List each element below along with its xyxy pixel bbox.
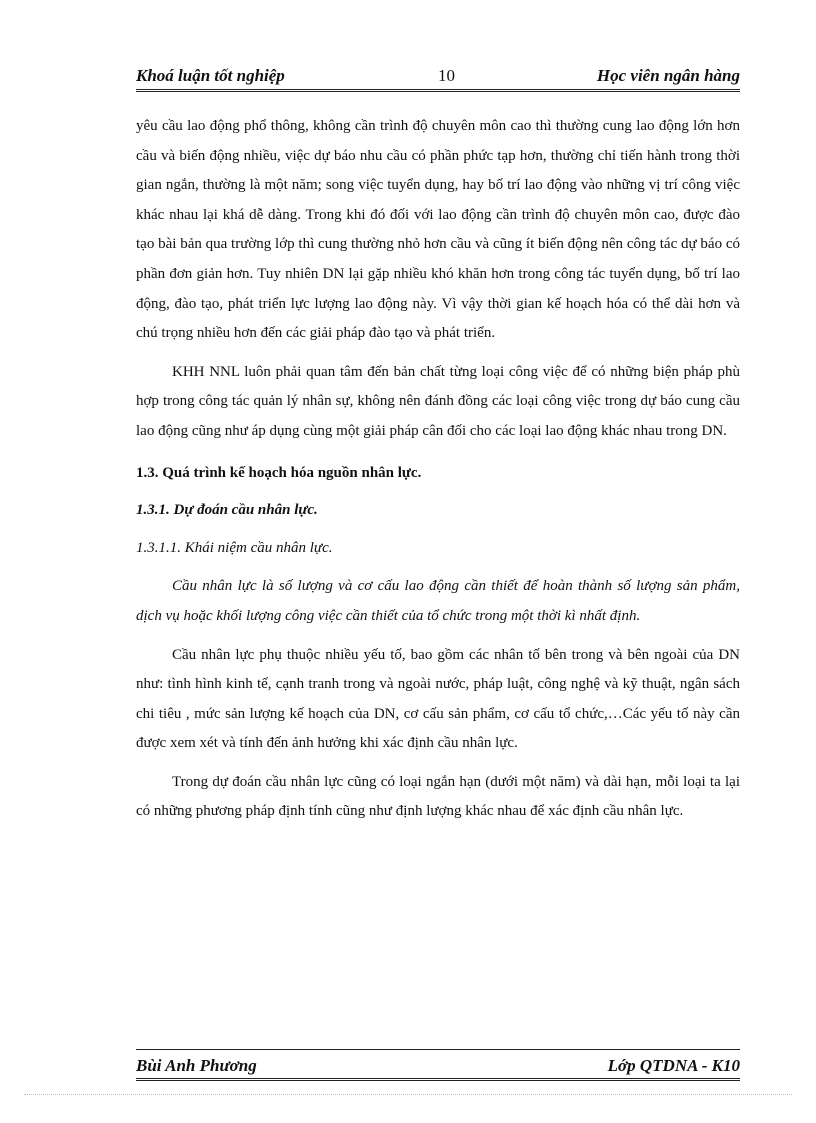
section-heading-1-3-1-1: 1.3.1.1. Khái niệm cầu nhân lực. bbox=[136, 539, 333, 556]
paragraph-continued: yêu cầu lao động phổ thông, không cần trình độ chuyên môn cao thì thường cung lao động lớn hơn cầu và biến động nhiều, việc dự báo nhu cầu có phần phức tạp hơn, thường chỉ tiến hành trong thời gian ngắn, thường là một năm; song việc tuyển dụng, hay bố trí lao động vào những vị trí công việc khác nhau lại khá dễ dàng. Trong khi đó đối với lao động cần trình độ chuyên môn cao, được đào tạo bài bản qua trường lớp thì cung thường nhỏ hơn cầu và cũng ít biến động nên công tác dự báo có phần đơn giản hơn. Tuy nhiên DN lại gặp nhiều khó khăn hơn trong công tác tuyển dụng, bố trí lao động, đào tạo, phát triển lực lượng lao động này. Vì vậy thời gian kế hoạch hóa có thể dài hơn và chú trọng nhiều hơn đến các giải pháp đào tạo và phát triển. bbox=[136, 118, 740, 342]
page-footer bbox=[136, 1056, 740, 1078]
page-content bbox=[136, 112, 740, 827]
section-heading-1-3-1: 1.3.1. Dự đoán cầu nhân lực. bbox=[136, 502, 318, 519]
header-rule bbox=[136, 89, 740, 92]
footer-class: Lớp QTDNA - K10 bbox=[607, 1056, 740, 1075]
header-institution: Học viên ngân hàng bbox=[596, 66, 740, 85]
section-heading-1-3: 1.3. Quá trình kế hoạch hóa nguồn nhân lực. bbox=[136, 464, 422, 481]
paragraph-factors: Cầu nhân lực phụ thuộc nhiều yếu tố, bao gồm các nhân tố bên trong và bên ngoài của DN như: tình hình kinh tế, cạnh tranh trong và ngoài nước, pháp luật, công nghệ và kỹ thuật, ngân sách chi tiêu , mức sản lượng kế hoạch của DN, cơ cấu sản phẩm, cơ cấu tổ chức,…Các yếu tố này cần được xem xét và tính đến ảnh hưởng khi xác định cầu nhân lực. bbox=[136, 646, 740, 752]
paragraph-forecast-types: Trong dự đoán cầu nhân lực cũng có loại ngắn hạn (dưới một năm) và dài hạn, mỗi loại ta lại có những phương pháp định tính cũng như định lượng khác nhau để xác định cầu nhân lực. bbox=[136, 773, 740, 820]
page-bottom-dotted-edge bbox=[24, 1094, 792, 1095]
footer-author: Bùi Anh Phương bbox=[136, 1056, 257, 1075]
paragraph-definition: Cầu nhân lực là số lượng và cơ cấu lao động cần thiết để hoàn thành số lượng sản phẩm, dịch vụ hoặc khối lượng công việc cần thiết của tổ chức trong một thời kì nhất định. bbox=[136, 578, 740, 624]
footer-double-rule bbox=[136, 1078, 740, 1081]
paragraph-khh-nnl: KHH NNL luôn phải quan tâm đến bản chất từng loại công việc để có những biện pháp phù hợp trong công tác quản lý nhân sự, không nên đánh đồng các loại công việc trong dự báo cung cầu lao động cũng như áp dụng cùng một giải pháp cân đối cho các loại lao động khác nhau trong DN. bbox=[136, 363, 740, 439]
header-thesis-title: Khoá luận tốt nghiệp bbox=[136, 66, 285, 85]
page-header bbox=[136, 66, 740, 88]
footer-rule bbox=[136, 1049, 740, 1050]
header-page-number: 10 bbox=[438, 66, 455, 85]
